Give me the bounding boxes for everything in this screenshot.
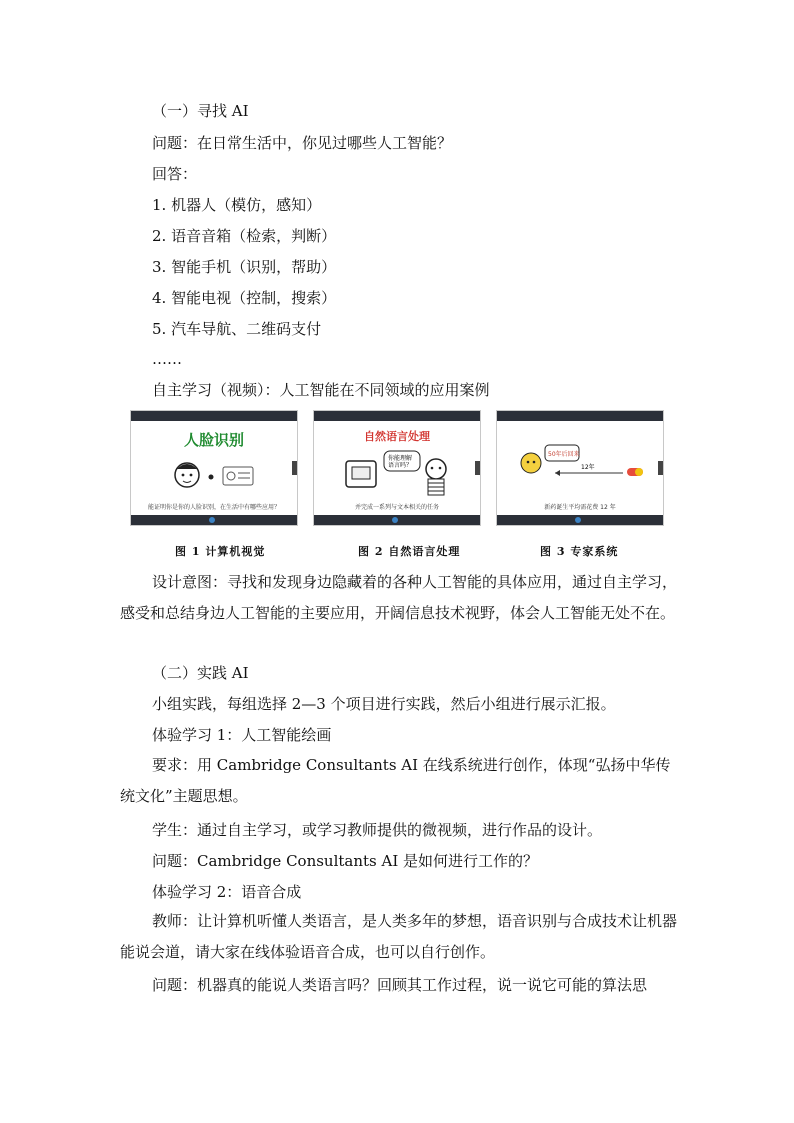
bubble-text: 50年后回来 bbox=[548, 451, 580, 458]
play-icon bbox=[392, 517, 398, 523]
image-caption: 并完成一系列与文本相关的任务 bbox=[354, 504, 439, 511]
face-recognition-illustration bbox=[171, 455, 261, 495]
experience2-teacher: 教师：让计算机听懂人类语言，是人类多年的梦想，语音识别与合成技术让机器能说会道，请大家在线体验语音合成，也可以自行创作。 bbox=[120, 912, 678, 961]
expert-system-illustration bbox=[515, 437, 655, 489]
side-handle bbox=[475, 461, 480, 475]
experience2-question: 问题：机器真的能说人类语言吗？回顾其工作过程，说一说它可能的算法思 bbox=[152, 976, 648, 994]
figure-captions bbox=[130, 543, 664, 559]
player-titlebar bbox=[314, 411, 480, 421]
list-item: 2. 语音音箱（检索，判断） bbox=[152, 227, 337, 245]
player-titlebar bbox=[131, 411, 297, 421]
image-caption: 能证明你是你的人脸识别，在生活中有哪些应用？ bbox=[147, 504, 280, 511]
side-handle bbox=[658, 461, 663, 475]
play-icon bbox=[209, 517, 215, 523]
experience1-question: 问题：Cambridge Consultants AI 是如何进行工作的？ bbox=[152, 852, 539, 870]
list-item: 3. 智能手机（识别，帮助） bbox=[152, 258, 337, 276]
design-intent-paragraph: 设计意图：寻找和发现身边隐藏着的各种人工智能的具体应用，通过自主学习，感受和总结身边人工智能的主要应用，开阔信息技术视野，体会人工智能无处不在。 bbox=[120, 573, 678, 622]
list-item: 5. 汽车导航、二维码支付 bbox=[152, 320, 322, 338]
figure-caption: 图 3 专家系统 bbox=[540, 545, 619, 558]
experience1-title: 体验学习 1：人工智能绘画 bbox=[152, 726, 332, 744]
group-practice: 小组实践，每组选择 2—3 个项目进行实践，然后小组进行展示汇报。 bbox=[152, 695, 616, 713]
player-controls bbox=[497, 515, 663, 525]
figure-caption: 图 2 自然语言处理 bbox=[358, 545, 461, 558]
video-intro: 自主学习（视频）：人工智能在不同领域的应用案例 bbox=[152, 381, 490, 399]
section1-heading: （一）寻找 AI bbox=[152, 102, 249, 120]
bubble-text-line: 语言吗？ bbox=[388, 462, 413, 469]
figure-caption: 图 1 计算机视觉 bbox=[175, 545, 266, 558]
player-controls bbox=[314, 515, 480, 525]
image-title: 自然语言处理 bbox=[364, 430, 430, 443]
list-item: 1. 机器人（模仿，感知） bbox=[152, 196, 322, 214]
arrow-label: 12年 bbox=[581, 464, 595, 471]
experience2-title: 体验学习 2：语音合成 bbox=[152, 883, 302, 901]
play-icon bbox=[575, 517, 581, 523]
video-thumbnail-expert-system bbox=[496, 410, 664, 526]
ellipsis: …… bbox=[152, 350, 182, 368]
nlp-illustration bbox=[342, 447, 454, 499]
video-thumbnail-nlp bbox=[313, 410, 481, 526]
bubble-text-line: 你能理解 bbox=[388, 455, 413, 462]
player-titlebar bbox=[497, 411, 663, 421]
player-controls bbox=[131, 515, 297, 525]
answer-label: 回答： bbox=[152, 165, 198, 183]
experience1-requirement: 要求：用 Cambridge Consultants AI 在线系统进行创作，体现“弘扬中华传统文化”主题思想。 bbox=[120, 756, 671, 805]
video-thumbnail-face-recognition bbox=[130, 410, 298, 526]
experience1-student: 学生：通过自主学习，或学习教师提供的微视频，进行作品的设计。 bbox=[152, 821, 603, 839]
side-handle bbox=[292, 461, 297, 475]
image-caption: 新药诞生平均需花费 12 年 bbox=[544, 504, 616, 511]
question-text: 问题：在日常生活中，你见过哪些人工智能？ bbox=[152, 134, 453, 152]
video-screenshots bbox=[130, 410, 664, 530]
image-title: 人脸识别 bbox=[183, 431, 244, 449]
list-item: 4. 智能电视（控制，搜索） bbox=[152, 289, 337, 307]
section2-heading: （二）实践 AI bbox=[152, 664, 249, 682]
